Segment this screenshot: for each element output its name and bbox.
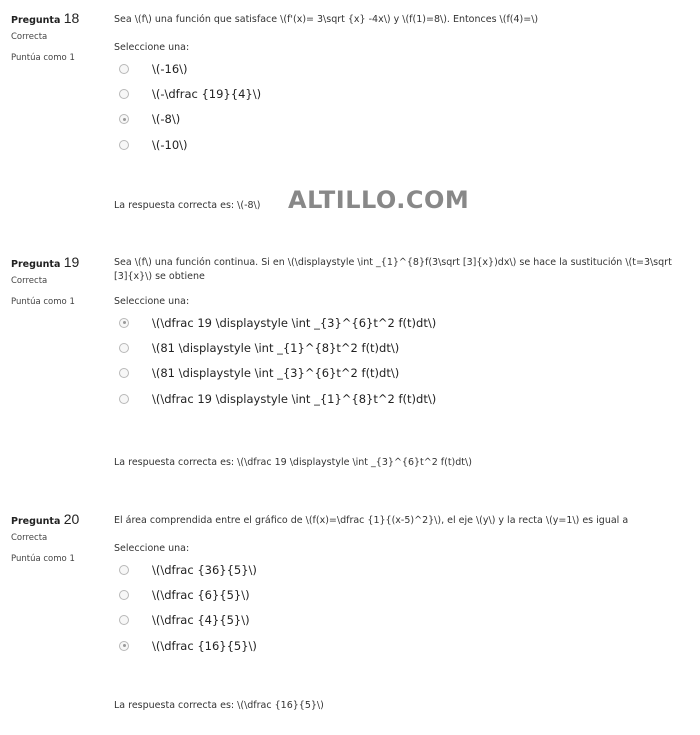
- answer-label: \(\dfrac {16}{5}\): [152, 638, 257, 653]
- answer-label: \(-\dfrac {19}{4}\): [152, 86, 262, 101]
- question-number: 18: [63, 10, 80, 26]
- question-content: [114, 256, 674, 411]
- answer-label: \(81 \displaystyle \int _{1}^{8}t^2 f(t)dt\): [152, 340, 400, 355]
- radio-button[interactable]: [119, 615, 129, 625]
- radio-button[interactable]: [119, 343, 129, 353]
- answer-label: \(\dfrac {36}{5}\): [152, 562, 257, 577]
- right-answer: La respuesta correcta es: \(\dfrac {16}{5}\): [114, 700, 324, 711]
- radio-button-selected[interactable]: [119, 641, 129, 651]
- answer-option-a[interactable]: [114, 310, 674, 335]
- question-content: [114, 13, 674, 157]
- question-info: [11, 254, 101, 307]
- answer-option-d[interactable]: [114, 633, 674, 658]
- answer-label: \(\dfrac 19 \displaystyle \int _{3}^{6}t^2 f(t)dt\): [152, 315, 437, 330]
- radio-button[interactable]: [119, 89, 129, 99]
- question-state: Correcta: [11, 276, 48, 286]
- question-grade: Puntúa como 1: [11, 53, 75, 63]
- answer-label: \(-10\): [152, 137, 188, 152]
- select-prompt: Seleccione una:: [114, 543, 190, 554]
- select-prompt: Seleccione una:: [114, 42, 190, 53]
- question-state: Correcta: [11, 32, 48, 42]
- answer-option-d[interactable]: [114, 132, 674, 157]
- radio-button[interactable]: [119, 394, 129, 404]
- question-text: Sea \(f\) una función que satisface \(f'(x)= 3\sqrt {x} -4x\) y \(f(1)=8\). Entonces \(f(4)=\): [114, 14, 539, 25]
- radio-button-selected[interactable]: [119, 114, 129, 124]
- question-number: 20: [63, 511, 80, 527]
- question-number: 19: [63, 254, 80, 270]
- question-grade: Puntúa como 1: [11, 297, 75, 307]
- answer-option-c[interactable]: [114, 608, 674, 633]
- question-content: [114, 514, 674, 658]
- question-info: [11, 511, 101, 564]
- answer-list: [114, 557, 674, 658]
- answer-option-a[interactable]: [114, 557, 674, 582]
- right-answer: La respuesta correcta es: \(\dfrac 19 \displaystyle \int _{3}^{6}t^2 f(t)dt\): [114, 457, 472, 468]
- right-answer: La respuesta correcta es: \(-8\): [114, 200, 261, 211]
- answer-option-d[interactable]: [114, 386, 674, 411]
- answer-label: \(\dfrac 19 \displaystyle \int _{1}^{8}t^2 f(t)dt\): [152, 391, 437, 406]
- radio-button[interactable]: [119, 565, 129, 575]
- question-state: Correcta: [11, 533, 48, 543]
- answer-option-b[interactable]: [114, 335, 674, 360]
- answer-label: \(\dfrac {4}{5}\): [152, 613, 250, 628]
- question-label: Pregunta: [11, 15, 61, 26]
- radio-button[interactable]: [119, 140, 129, 150]
- answer-label: \(-8\): [152, 112, 181, 127]
- watermark-logo: ALTILLO.COM: [288, 186, 470, 214]
- question-title: [11, 10, 101, 26]
- radio-button[interactable]: [119, 590, 129, 600]
- question-text: Sea \(f\) una función continua. Si en \(\displaystyle \int _{1}^{8}f(3\sqrt [3]{x})dx\) se hace la sustitución \(t=3\sqrt [3]{x}\) se obtiene: [114, 257, 672, 282]
- answer-list: [114, 56, 674, 157]
- answer-option-b[interactable]: [114, 81, 674, 106]
- answer-option-c[interactable]: [114, 361, 674, 386]
- question-info: [11, 10, 101, 63]
- radio-button[interactable]: [119, 368, 129, 378]
- answer-label: \(-16\): [152, 61, 188, 76]
- question-label: Pregunta: [11, 516, 61, 527]
- answer-option-a[interactable]: [114, 56, 674, 81]
- answer-list: [114, 310, 674, 411]
- answer-label: \(81 \displaystyle \int _{3}^{6}t^2 f(t)dt\): [152, 366, 400, 381]
- answer-label: \(\dfrac {6}{5}\): [152, 587, 250, 602]
- question-grade: Puntúa como 1: [11, 554, 75, 564]
- answer-option-c[interactable]: [114, 107, 674, 132]
- radio-button-selected[interactable]: [119, 318, 129, 328]
- question-title: [11, 511, 101, 527]
- answer-option-b[interactable]: [114, 582, 674, 607]
- question-label: Pregunta: [11, 259, 61, 270]
- question-text: El área comprendida entre el gráfico de \(f(x)=\dfrac {1}{(x-5)^2}\), el eje \(y\) y la recta \(y=1\) es igual a: [114, 515, 629, 526]
- radio-button[interactable]: [119, 64, 129, 74]
- question-title: [11, 254, 101, 270]
- select-prompt: Seleccione una:: [114, 296, 190, 307]
